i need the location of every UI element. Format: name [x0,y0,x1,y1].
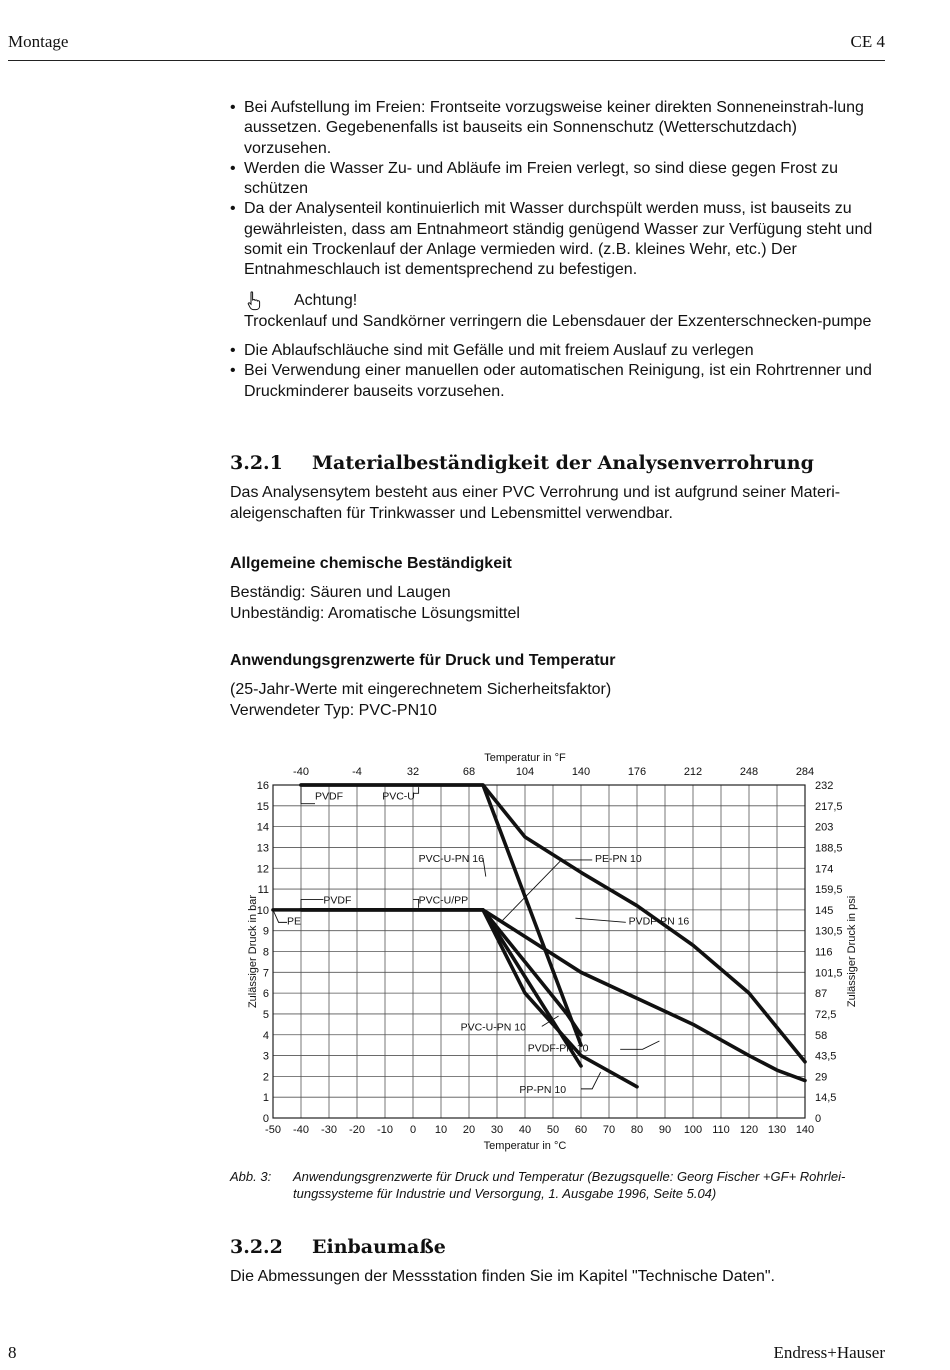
section-3-2-2 [230,1237,884,1288]
caption-label: Abb. 3: [230,1169,272,1184]
section-title: Einbaumaße [312,1236,446,1258]
x-tick-label: 30 [490,1124,504,1136]
x-top-tick-label: 176 [627,766,647,778]
y-right-axis-label: Zulässiger Druck in psi [846,895,858,1008]
x-tick-label: 140 [795,1124,815,1136]
x-tick-label: 90 [658,1124,672,1136]
y-right-tick-label: 87 [815,988,828,1001]
y-tick-label: 0 [262,1113,269,1125]
x-tick-label: -50 [265,1124,281,1136]
y-tick-label: 1 [262,1092,269,1105]
x-top-tick-label: 32 [406,766,420,778]
bullet-block-1 [230,98,884,402]
non-resistant-line: Unbeständig: Aromatische Lösungsmittel [230,604,520,622]
running-header-doc-id: CE 4 [850,32,885,51]
section-number: 3.2.1 [230,452,283,474]
x-tick-label: 20 [462,1124,476,1136]
y-tick-label: 11 [257,884,269,897]
publisher-brand: Endress+Hauser [773,1343,885,1362]
curve-annotation: PVC-U-PN 10 [460,1021,526,1034]
section-paragraph: Die Abmessungen der Messstation finden Sie im Kapitel "Technische Daten". [230,1268,775,1286]
curve-annotation: PVDF-PN 16 [628,915,690,928]
x-top-tick-label: -4 [352,766,362,778]
y-right-tick-label: 188,5 [815,842,843,855]
caution-title: Achtung! [294,291,358,309]
header-rule [8,60,885,61]
resistant-line: Beständig: Säuren und Laugen [230,584,451,602]
y-tick-label: 6 [262,988,269,1001]
y-tick-label: 4 [262,1029,269,1042]
x-tick-label: 40 [518,1124,532,1136]
subheading-chemical: Allgemeine chemische Beständigkeit [230,555,512,572]
x-tick-label: -10 [377,1124,393,1136]
y-axis-label: Zulässiger Druck in bar [247,894,259,1009]
x-tick-label: 100 [683,1124,703,1136]
pipe-type-line: Verwendeter Typ: PVC-PN10 [230,701,437,719]
leader-line [483,858,486,877]
running-header-section: Montage [8,32,69,51]
y-right-tick-label: 174 [815,863,834,876]
x-tick-label: 60 [574,1124,588,1136]
list-item: • Da der Analysenteil kontinuierlich mit Wasser durchspült werden muss, ist bauseits zu gewährleisten, dass am Entnahmeort ständig genügend Wasser zur Verfügung steht und somit ein Trockenlauf der Anlage vermieden wird. (z.B. kleines Wehr, etc.) Der Entnahmeschlauch ist dementsprechend zu befestigen. [230,199,884,280]
leader-line [581,1072,601,1089]
x-top-tick-label: 284 [795,766,815,778]
x-tick-label: 130 [767,1124,787,1136]
curve-annotation: PE [287,915,302,928]
leader-line [620,1041,659,1049]
curve-annotation: PP-PN 10 [519,1084,567,1097]
y-right-tick-label: 29 [815,1071,828,1084]
x-top-tick-label: 104 [515,766,535,778]
caution-note [244,290,884,332]
curve-annotation: PVC-U [382,790,415,803]
x-top-tick-label: -40 [293,766,309,778]
y-tick-label: 14 [256,821,269,834]
x-tick-label: 120 [739,1124,759,1136]
chemical-resistance-block [230,554,884,624]
curve-annotation: PVDF-PN 10 [527,1042,589,1055]
x-tick-label: 10 [434,1124,448,1136]
x-tick-label: 0 [409,1124,417,1136]
leader-line [301,787,315,804]
y-right-tick-label: 217,5 [815,800,843,813]
y-tick-label: 2 [262,1071,269,1084]
y-tick-label: 15 [256,800,269,813]
section-3-2-1 [230,453,884,524]
x-top-tick-label: 68 [462,766,476,778]
y-right-tick-label: 101,5 [815,967,843,980]
y-right-tick-label: 116 [815,946,833,959]
x-top-tick-label: 248 [739,766,759,778]
y-right-tick-label: 43,5 [815,1050,837,1063]
x-axis-label: Temperatur in °C [483,1140,567,1152]
y-tick-label: 5 [262,1008,269,1021]
curve-annotation: PE-PN 10 [595,853,642,866]
curve-annotation: PVC-U-PN 16 [418,853,484,866]
section-heading [230,453,884,473]
pointing-hand-icon [244,291,264,311]
y-tick-label: 9 [262,925,269,938]
y-right-tick-label: 72,5 [815,1008,837,1021]
x-tick-label: -40 [293,1124,309,1136]
x-tick-label: -30 [321,1124,337,1136]
subheading-limits: Anwendungsgrenzwerte für Druck und Temperatur [230,652,616,669]
section-paragraph: Das Analysensytem besteht aus einer PVC Verrohrung und ist aufgrund seiner Materi-aleigenschaften für Trinkwasser und Lebensmittel verwendbar. [230,484,841,522]
x-top-tick-label: 212 [683,766,703,778]
list-item: • Die Ablaufschläuche sind mit Gefälle und mit freiem Auslauf zu verlegen [230,341,884,361]
y-tick-label: 13 [256,842,269,855]
y-right-tick-label: 232 [815,780,834,792]
section-title: Materialbeständigkeit der Analysenverrohrung [312,452,814,474]
x-top-tick-label: 140 [571,766,591,778]
curve-annotation: PVDF [323,894,352,907]
y-right-tick-label: 145 [815,904,834,917]
y-tick-label: 8 [262,946,269,959]
list-item: • Bei Verwendung einer manuellen oder automatischen Reinigung, ist ein Rohrtrenner und Druckminderer bauseits vorzusehen. [230,361,884,402]
y-right-tick-label: 0 [815,1113,822,1125]
y-tick-label: 10 [256,904,269,917]
x-tick-label: 80 [630,1124,644,1136]
page-number: 8 [8,1343,17,1362]
pressure-temperature-chart [240,748,870,1156]
x-tick-label: 110 [712,1124,730,1136]
y-right-tick-label: 14,5 [815,1092,837,1105]
leader-line [575,918,625,922]
leader-line [273,910,287,922]
x-tick-label: 70 [602,1124,616,1136]
x-top-axis-label: Temperatur in °F [484,752,566,764]
section-number: 3.2.2 [230,1236,283,1258]
caption-text: Anwendungsgrenzwerte für Druck und Temperatur (Bezugsquelle: Georg Fischer +GF+ Rohrlei-tungssysteme für Industrie und Versorgung, 1. Ausgabe 1996, Seite 5.04) [293,1169,846,1201]
y-right-tick-label: 130,5 [815,925,843,938]
limits-note: (25-Jahr-Werte mit eingerechnetem Sicherheitsfaktor) [230,681,612,699]
y-tick-label: 16 [256,780,269,792]
curve-annotation: PVDF [315,790,344,803]
x-tick-label: 50 [546,1124,560,1136]
y-right-tick-label: 203 [815,821,834,834]
y-right-tick-label: 159,5 [815,884,843,897]
limits-block [230,651,884,721]
y-tick-label: 7 [262,967,269,980]
section-heading [230,1237,884,1257]
caution-text: Trockenlauf und Sandkörner verringern die Lebensdauer der Exzenterschnecken-pumpe [244,312,872,330]
y-right-tick-label: 58 [815,1029,828,1042]
list-item: • Bei Aufstellung im Freien: Frontseite vorzugsweise keiner direkten Sonneneinstrah-lung aussetzen. Gegebenenfalls ist bauseits ein Sonnenschutz (Wetterschutzdach) vorzusehen. [230,98,884,159]
list-item: • Werden die Wasser Zu- und Abläufe im Freien verlegt, so sind diese gegen Frost zu schützen [230,159,884,200]
figure-caption [230,1168,885,1202]
y-tick-label: 3 [262,1050,269,1063]
curve-annotation: PVC-U/PP [418,894,469,907]
y-tick-label: 12 [256,863,269,876]
x-tick-label: -20 [349,1124,365,1136]
